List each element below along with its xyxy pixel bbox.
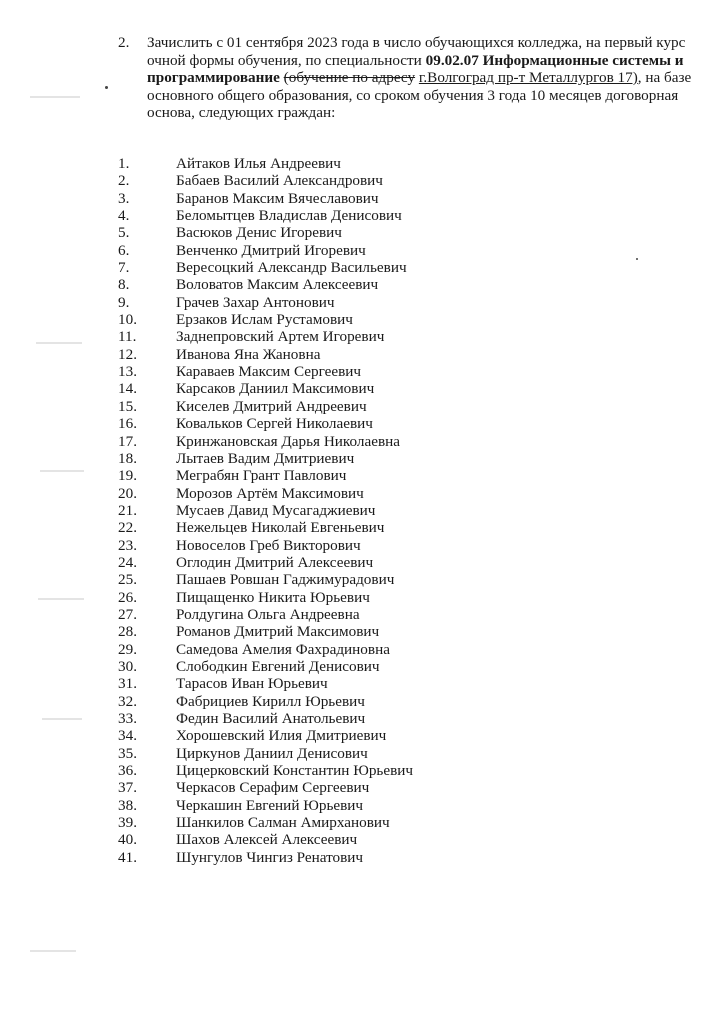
student-name: Цицерковский Константин Юрьевич bbox=[176, 762, 414, 780]
student-number: 12. bbox=[118, 345, 137, 363]
student-list-item bbox=[118, 589, 618, 606]
student-name: Беломытцев Владислав Денисович bbox=[176, 207, 402, 225]
student-list-item bbox=[118, 380, 618, 397]
scan-artifact bbox=[40, 470, 84, 472]
student-number: 15. bbox=[118, 397, 137, 415]
student-list-item bbox=[118, 450, 618, 467]
student-name: Шанкилов Салман Амирханович bbox=[176, 814, 390, 832]
student-list-item bbox=[118, 346, 618, 363]
student-number: 38. bbox=[118, 796, 137, 814]
student-name: Караваев Максим Сергеевич bbox=[176, 363, 362, 381]
student-number: 33. bbox=[118, 710, 137, 727]
student-list-item bbox=[118, 190, 618, 207]
student-name: Шахов Алексей Алексеевич bbox=[176, 831, 358, 849]
specialty-code: 09.02.07 bbox=[425, 51, 479, 69]
student-number: 40. bbox=[118, 831, 137, 849]
student-name: Новоселов Греб Викторович bbox=[176, 536, 361, 554]
student-name: Федин Василий Анатольевич bbox=[176, 710, 366, 727]
student-list-item bbox=[118, 172, 618, 189]
student-number: 29. bbox=[118, 640, 137, 658]
student-number: 21. bbox=[118, 501, 137, 519]
student-name: Самедова Амелия Фахрадиновна bbox=[176, 640, 390, 658]
student-list-item bbox=[118, 259, 618, 276]
student-name: Ролдугина Ольга Андреевна bbox=[176, 605, 360, 623]
student-number: 26. bbox=[118, 588, 137, 606]
student-list-item bbox=[118, 571, 618, 588]
address: г.Волгоград пр-т Металлургов 17) bbox=[418, 69, 638, 87]
student-list-item bbox=[118, 537, 618, 554]
student-name: Тарасов Иван Юрьевич bbox=[176, 675, 328, 693]
student-list-item bbox=[118, 675, 618, 692]
student-number: 17. bbox=[118, 432, 137, 450]
student-name: Пашаев Ровшан Гаджимурадович bbox=[176, 571, 395, 589]
scan-artifact bbox=[30, 96, 80, 98]
student-number: 5. bbox=[118, 224, 130, 242]
student-name: Киселев Дмитрий Андреевич bbox=[176, 397, 367, 415]
student-name: Бабаев Василий Александрович bbox=[176, 172, 383, 190]
student-name: Карсаков Даниил Максимович bbox=[176, 380, 375, 398]
student-name: Романов Дмитрий Максимович bbox=[176, 623, 380, 641]
student-number: 11. bbox=[118, 328, 137, 346]
student-list-item bbox=[118, 415, 618, 432]
student-list-item bbox=[118, 311, 618, 328]
clause-conditions: , на базе основного общего образования, со сроком обучения 3 года 10 месяцев договорная основа, следующих граждан: bbox=[147, 69, 692, 122]
student-number: 6. bbox=[118, 241, 130, 259]
student-number: 23. bbox=[118, 536, 137, 554]
student-list-item bbox=[118, 363, 618, 380]
student-name: Заднепровский Артем Игоревич bbox=[176, 328, 385, 346]
scan-artifact bbox=[42, 718, 82, 720]
student-number: 36. bbox=[118, 762, 137, 780]
student-list-item bbox=[118, 762, 618, 779]
scan-dot bbox=[105, 86, 108, 89]
student-name: Оглодин Дмитрий Алексеевич bbox=[176, 553, 374, 571]
student-list-item bbox=[118, 519, 618, 536]
student-list-item bbox=[118, 693, 618, 710]
student-list-item bbox=[118, 641, 618, 658]
student-list-item bbox=[118, 727, 618, 744]
student-list-item bbox=[118, 207, 618, 224]
student-number: 27. bbox=[118, 605, 137, 623]
student-list-item bbox=[118, 467, 618, 484]
student-number: 2. bbox=[118, 172, 130, 190]
student-name: Воловатов Максим Алексеевич bbox=[176, 276, 379, 294]
student-number: 37. bbox=[118, 779, 137, 797]
student-name: Ковальков Сергей Николаевич bbox=[176, 415, 373, 433]
specialty-name: Информационные системы и программирование bbox=[147, 51, 684, 87]
student-name: Циркунов Даниил Денисович bbox=[176, 744, 368, 762]
student-name: Пищащенко Никита Юрьевич bbox=[176, 588, 370, 606]
scan-dot bbox=[636, 258, 638, 260]
student-name: Баранов Максим Вячеславович bbox=[176, 189, 379, 207]
student-list-item bbox=[118, 814, 618, 831]
enrollment-clause bbox=[118, 34, 708, 122]
student-number: 19. bbox=[118, 467, 137, 485]
student-name: Шунгулов Чингиз Ренатович bbox=[176, 848, 364, 866]
student-name: Морозов Артём Максимович bbox=[176, 484, 364, 502]
student-number: 32. bbox=[118, 692, 137, 710]
student-number: 8. bbox=[118, 276, 130, 294]
student-name: Иванова Яна Жановна bbox=[176, 345, 321, 363]
student-name: Венченко Дмитрий Игоревич bbox=[176, 241, 366, 259]
scan-artifact bbox=[30, 950, 76, 952]
student-list-item bbox=[118, 328, 618, 345]
clause-intro: Зачислить с 01 сентября 2023 года в число обучающихся колледжа, на первый курс очной формы обучения, по специальности bbox=[147, 34, 686, 69]
student-list-item bbox=[118, 554, 618, 571]
student-list-item bbox=[118, 294, 618, 311]
student-name: Слободкин Евгений Денисович bbox=[176, 657, 380, 675]
student-name: Черкашин Евгений Юрьевич bbox=[176, 796, 364, 814]
student-list-item bbox=[118, 502, 618, 519]
student-name: Ерзаков Ислам Рустамович bbox=[176, 311, 353, 329]
clause-text bbox=[147, 34, 708, 122]
student-list-item bbox=[118, 623, 618, 640]
student-list-item bbox=[118, 485, 618, 502]
student-number: 30. bbox=[118, 657, 137, 675]
student-number: 35. bbox=[118, 744, 137, 762]
student-name: Вересоцкий Александр Васильевич bbox=[176, 259, 407, 277]
student-list-item bbox=[118, 398, 618, 415]
student-name: Мусаев Давид Мусагаджиевич bbox=[176, 501, 376, 519]
student-number: 9. bbox=[118, 293, 130, 311]
student-number: 18. bbox=[118, 449, 137, 467]
student-number: 16. bbox=[118, 415, 137, 433]
student-name: Хорошевский Илия Дмитриевич bbox=[176, 727, 387, 745]
student-list-item bbox=[118, 710, 618, 727]
struck-address-note: (обучение по адресу bbox=[283, 69, 416, 87]
scan-artifact bbox=[36, 342, 82, 344]
student-number: 31. bbox=[118, 675, 137, 693]
student-name: Кринжановская Дарья Николаевна bbox=[176, 432, 401, 450]
scan-artifact bbox=[38, 598, 84, 600]
student-number: 41. bbox=[118, 848, 137, 866]
student-name: Айтаков Илья Андреевич bbox=[176, 155, 341, 172]
clause-number: 2. bbox=[118, 34, 130, 51]
student-list-item bbox=[118, 242, 618, 259]
student-number: 22. bbox=[118, 519, 137, 537]
student-number: 14. bbox=[118, 380, 137, 398]
student-list-item bbox=[118, 849, 618, 866]
student-list-item bbox=[118, 606, 618, 623]
student-number: 20. bbox=[118, 484, 137, 502]
student-number: 1. bbox=[118, 155, 130, 172]
student-list-item bbox=[118, 779, 618, 796]
student-name: Фабрициев Кирилл Юрьевич bbox=[176, 692, 365, 710]
student-list-item bbox=[118, 797, 618, 814]
student-name: Грачев Захар Антонович bbox=[176, 293, 335, 311]
student-list-item bbox=[118, 276, 618, 293]
student-name: Лытаев Вадим Дмитриевич bbox=[176, 449, 355, 467]
student-list-item bbox=[118, 658, 618, 675]
student-number: 10. bbox=[118, 311, 137, 329]
student-list-item bbox=[118, 433, 618, 450]
student-list-item bbox=[118, 831, 618, 848]
student-list bbox=[118, 155, 618, 866]
student-list-item bbox=[118, 745, 618, 762]
student-number: 7. bbox=[118, 259, 130, 277]
student-number: 24. bbox=[118, 553, 137, 571]
student-number: 3. bbox=[118, 189, 130, 207]
student-name: Меграбян Грант Павлович bbox=[176, 467, 347, 485]
student-number: 34. bbox=[118, 727, 137, 745]
student-number: 28. bbox=[118, 623, 137, 641]
student-number: 13. bbox=[118, 363, 137, 381]
student-list-item bbox=[118, 224, 618, 241]
student-list-item bbox=[118, 155, 618, 172]
student-number: 25. bbox=[118, 571, 137, 589]
student-name: Нежельцев Николай Евгеньевич bbox=[176, 519, 385, 537]
student-name: Васюков Денис Игоревич bbox=[176, 224, 342, 242]
student-name: Черкасов Серафим Сергеевич bbox=[176, 779, 370, 797]
student-number: 4. bbox=[118, 207, 130, 225]
student-number: 39. bbox=[118, 814, 137, 832]
